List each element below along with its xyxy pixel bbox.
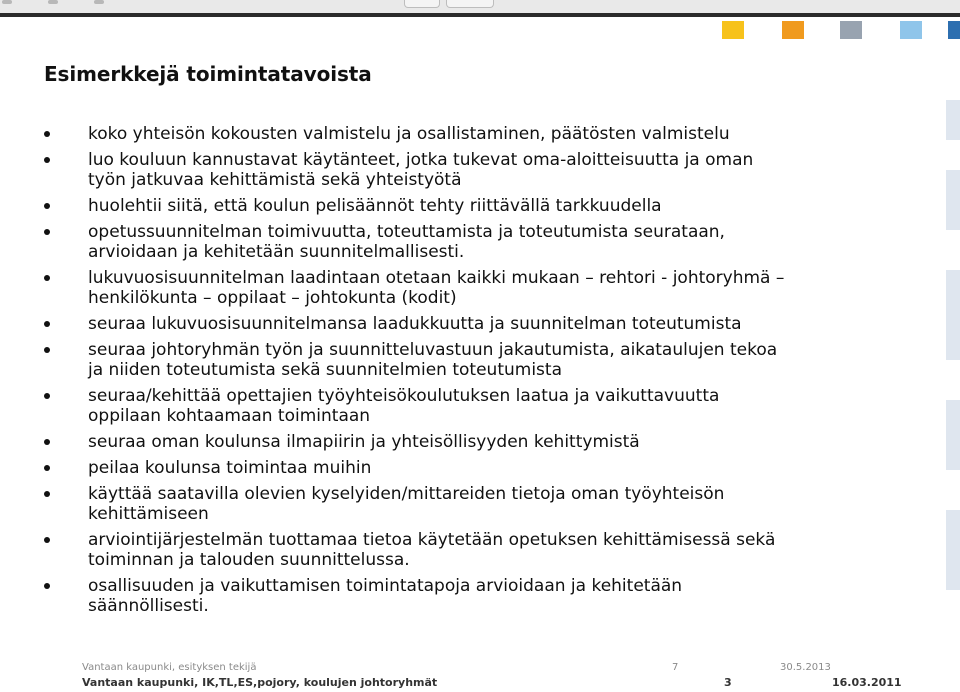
bullet-dot-icon bbox=[44, 439, 50, 445]
bullet-text-line: osallisuuden ja vaikuttamisen toimintatapoja arvioidaan ja kehitetään bbox=[88, 576, 683, 596]
bullet-text-line: ja niiden toteutumista sekä suunnitelmien toteutumista bbox=[88, 360, 562, 380]
bullet-text-line: seuraa oman koulunsa ilmapiirin ja yhteisöllisyyden kehittymistä bbox=[88, 432, 640, 452]
watermark-shape bbox=[946, 170, 960, 230]
bullet-dot-icon bbox=[44, 203, 50, 209]
bullet-text-line: toiminnan ja talouden suunnittelussa. bbox=[88, 550, 410, 570]
bullet-dot-icon bbox=[44, 491, 50, 497]
bullet-text-line: kehittämiseen bbox=[88, 504, 209, 524]
toolbar-glyph-icon bbox=[94, 0, 104, 4]
toolbar-button[interactable] bbox=[446, 0, 494, 8]
bullet-dot-icon bbox=[44, 347, 50, 353]
bullet-dot-icon bbox=[44, 275, 50, 281]
watermark-shape bbox=[946, 270, 960, 360]
bullet-item bbox=[44, 484, 944, 524]
toolbar-glyph-icon bbox=[48, 0, 58, 4]
bullet-dot-icon bbox=[44, 583, 50, 589]
watermark-shape bbox=[946, 510, 960, 590]
footer-date: 30.5.2013 bbox=[780, 662, 831, 673]
bullet-text-line: koko yhteisön kokousten valmistelu ja osallistaminen, päätösten valmistelu bbox=[88, 124, 730, 144]
bullet-item bbox=[44, 340, 944, 380]
brand-square-orange bbox=[782, 21, 804, 39]
brand-square-blue bbox=[948, 21, 960, 39]
bullet-item bbox=[44, 314, 944, 334]
bullet-item bbox=[44, 268, 944, 308]
bullet-dot-icon bbox=[44, 131, 50, 137]
bullet-text-line: oppilaan kohtaamaan toimintaan bbox=[88, 406, 371, 426]
bullet-item bbox=[44, 432, 944, 452]
footer-slide bbox=[82, 676, 902, 690]
bullet-item bbox=[44, 196, 944, 216]
toolbar-glyph-icon bbox=[2, 0, 12, 4]
bullet-dot-icon bbox=[44, 465, 50, 471]
bullet-text-line: peilaa koulunsa toimintaa muihin bbox=[88, 458, 372, 478]
bullet-text-line: seuraa johtoryhmän työn ja suunnitteluvastuun jakautumista, aikataulujen tekoa bbox=[88, 340, 778, 360]
footer-page-number: 3 bbox=[724, 676, 732, 689]
bullet-text-line: seuraa lukuvuosisuunnitelmansa laadukkuutta ja suunnitelman toteutumista bbox=[88, 314, 742, 334]
bullet-dot-icon bbox=[44, 321, 50, 327]
watermark-shape bbox=[946, 400, 960, 470]
bullet-item bbox=[44, 530, 944, 570]
watermark-shape bbox=[946, 100, 960, 140]
bullet-text-line: säännöllisesti. bbox=[88, 596, 209, 616]
bullet-text-line: huolehtii siitä, että koulun pelisäännöt tehty riittävällä tarkkuudella bbox=[88, 196, 662, 216]
bullet-dot-icon bbox=[44, 229, 50, 235]
bullet-item bbox=[44, 222, 944, 262]
bullet-dot-icon bbox=[44, 157, 50, 163]
bullet-text-line: käyttää saatavilla olevien kyselyiden/mittareiden tietoja oman työyhteisön bbox=[88, 484, 725, 504]
bullet-item bbox=[44, 386, 944, 426]
brand-square-lightblue bbox=[900, 21, 922, 39]
slide-top-border bbox=[0, 13, 960, 17]
footer-organization: Vantaan kaupunki, esityksen tekijä bbox=[82, 662, 257, 673]
brand-square-gray bbox=[840, 21, 862, 39]
bullet-item bbox=[44, 150, 944, 190]
brand-square-yellow bbox=[722, 21, 744, 39]
bullet-item bbox=[44, 124, 944, 144]
bullet-dot-icon bbox=[44, 393, 50, 399]
bullet-text-line: arvioidaan ja kehitetään suunnitelmallisesti. bbox=[88, 242, 465, 262]
bullet-text-line: luo kouluun kannustavat käytänteet, jotka tukevat oma-aloitteisuutta ja oman bbox=[88, 150, 754, 170]
bullet-text-line: henkilökunta – oppilaat – johtokunta (kodit) bbox=[88, 288, 457, 308]
footer-date: 16.03.2011 bbox=[832, 676, 902, 689]
side-watermark bbox=[946, 100, 960, 620]
footer-master bbox=[82, 662, 862, 674]
toolbar-button[interactable] bbox=[404, 0, 440, 8]
bullet-text-line: työn jatkuvaa kehittämistä sekä yhteistyötä bbox=[88, 170, 462, 190]
bullet-text-line: arviointijärjestelmän tuottamaa tietoa käytetään opetuksen kehittämisessä sekä bbox=[88, 530, 776, 550]
slide-title: Esimerkkejä toimintatavoista bbox=[44, 62, 372, 86]
brand-squares bbox=[0, 21, 960, 39]
footer-organization: Vantaan kaupunki, IK,TL,ES,pojory, koulujen johtoryhmät bbox=[82, 676, 438, 689]
bullet-text-line: lukuvuosisuunnitelman laadintaan otetaan kaikki mukaan – rehtori - johtoryhmä – bbox=[88, 268, 785, 288]
bullet-dot-icon bbox=[44, 537, 50, 543]
bullet-item bbox=[44, 576, 944, 616]
footer-page-number: 7 bbox=[672, 662, 679, 673]
bullet-text-line: seuraa/kehittää opettajien työyhteisökoulutuksen laatua ja vaikuttavuutta bbox=[88, 386, 720, 406]
bullet-text-line: opetussuunnitelman toimivuutta, toteuttamista ja toteutumista seurataan, bbox=[88, 222, 725, 242]
bullet-item bbox=[44, 458, 944, 478]
bullet-list bbox=[44, 124, 944, 622]
